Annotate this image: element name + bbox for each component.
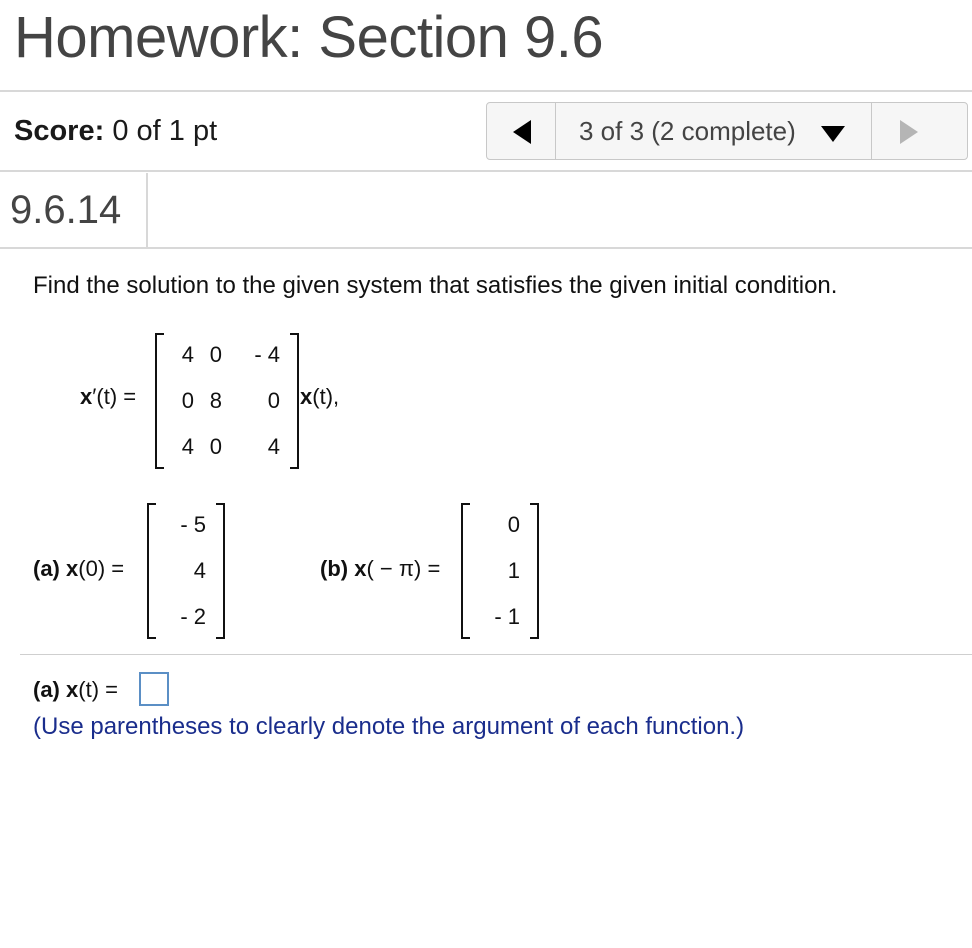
- vector-b-cell: 0: [507, 512, 520, 537]
- answer-variable: x: [66, 677, 79, 702]
- vector-a-left-bracket: [147, 503, 156, 639]
- matrix-cell: 0: [267, 388, 280, 413]
- vector-b-cell: - 1: [494, 604, 520, 629]
- score-label: Score:: [14, 115, 105, 147]
- condition-b-argument: ( − π) =: [366, 556, 441, 581]
- question-number: 9.6.14: [10, 188, 122, 232]
- matrix-cell: 4: [181, 434, 194, 459]
- triangle-down-icon: [821, 126, 845, 142]
- condition-a-argument: (0) =: [78, 556, 125, 581]
- vector-a-cell: - 5: [180, 512, 206, 537]
- condition-b-variable: x: [354, 556, 367, 581]
- system-rhs: [300, 384, 339, 410]
- vector-b-left-bracket: [461, 503, 470, 639]
- score-divider: [0, 170, 972, 172]
- answer-divider: [20, 654, 972, 655]
- matrix-cell: 8: [209, 388, 222, 413]
- system-lhs: [80, 384, 136, 410]
- condition-a-label: [33, 556, 124, 582]
- matrix-cell: 4: [267, 434, 280, 459]
- matrix-cell: 4: [181, 342, 194, 367]
- answer-argument: (t) =: [78, 677, 118, 702]
- question-position: 3 of 3 (2 complete): [579, 116, 796, 146]
- header-divider: [0, 90, 972, 92]
- matrix-cell: 0: [209, 342, 222, 367]
- matrix-cell: 0: [181, 388, 194, 413]
- previous-question-button[interactable]: [487, 103, 556, 159]
- vector-a-cell: 4: [193, 558, 206, 583]
- score-value: 0 of 1 pt: [112, 115, 218, 147]
- question-number-divider: [146, 173, 148, 247]
- question-navigator: [486, 102, 968, 160]
- rhs-suffix: (t),: [312, 384, 340, 409]
- matrix-left-bracket: [155, 333, 164, 469]
- question-select-dropdown[interactable]: [555, 103, 871, 159]
- answer-hint: (Use parentheses to clearly denote the argument of each function.): [33, 713, 745, 740]
- vector-a-cell: - 2: [180, 604, 206, 629]
- score-display: [14, 115, 217, 148]
- matrix-cell: - 4: [254, 342, 280, 367]
- answer-part-tag: (a): [33, 677, 60, 702]
- rhs-variable: x: [300, 384, 313, 409]
- triangle-right-icon: [900, 120, 918, 144]
- answer-label: [33, 677, 118, 703]
- condition-a-variable: x: [66, 556, 79, 581]
- question-divider: [0, 247, 972, 249]
- triangle-left-icon: [513, 120, 531, 144]
- next-question-button[interactable]: [871, 103, 968, 159]
- lhs-derivative: ′(t) =: [92, 384, 137, 409]
- instruction-text: Find the solution to the given system that satisfies the given initial condition.: [33, 272, 838, 299]
- matrix-cell: 0: [209, 434, 222, 459]
- part-b-tag: (b): [320, 556, 349, 581]
- vector-b-right-bracket: [530, 503, 539, 639]
- vector-b-cell: 1: [507, 558, 520, 583]
- page-title: Homework: Section 9.6: [14, 5, 604, 70]
- condition-b-label: [320, 556, 440, 582]
- vector-a-right-bracket: [216, 503, 225, 639]
- matrix-right-bracket: [290, 333, 299, 469]
- part-a-tag: (a): [33, 556, 60, 581]
- lhs-variable: x: [80, 384, 93, 409]
- answer-input-box[interactable]: [139, 672, 169, 706]
